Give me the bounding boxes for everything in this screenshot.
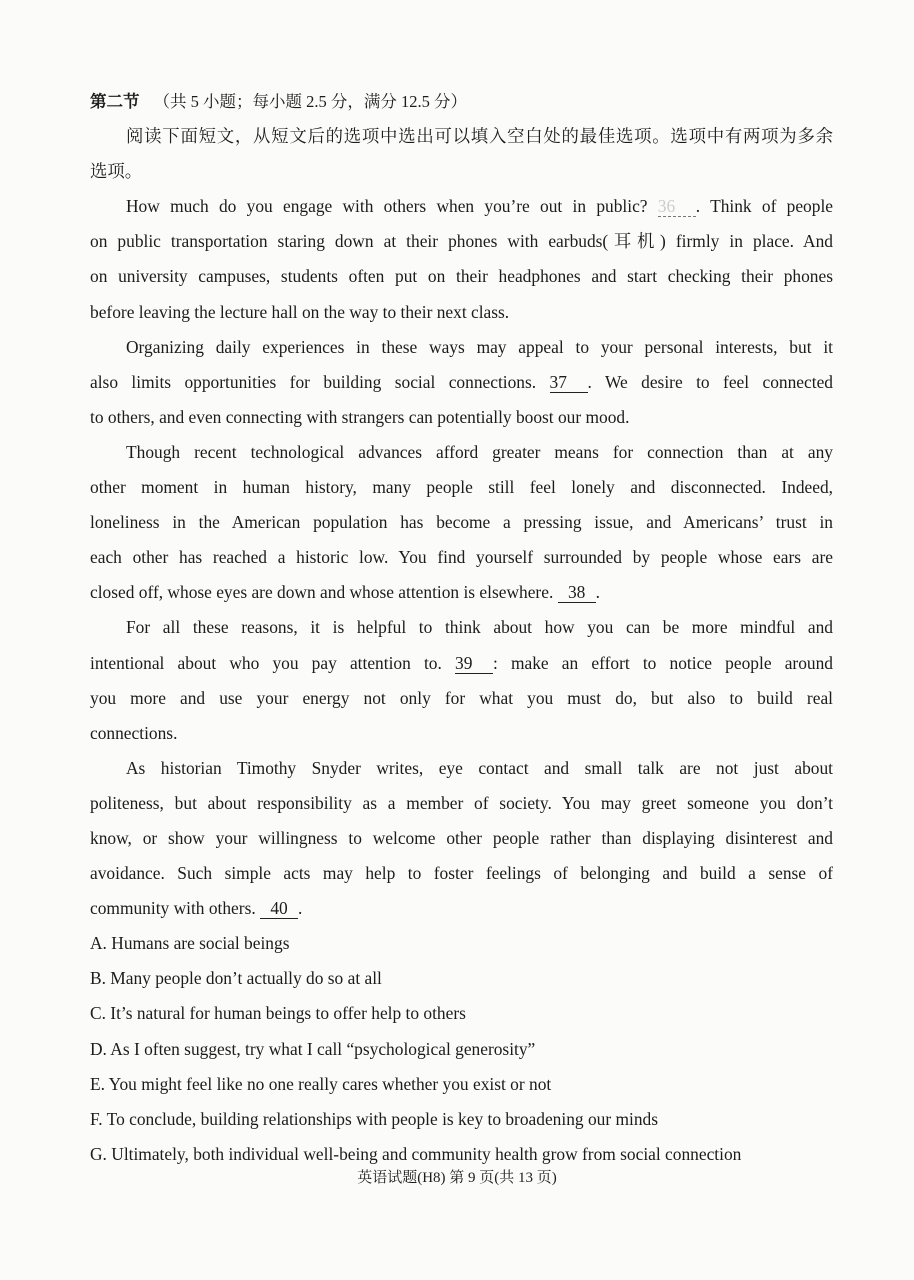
passage-text: on public transportation staring down at their phones with earbuds(耳机) firmly in place. And	[90, 231, 833, 252]
passage-line	[90, 224, 833, 259]
passage-text: to others, and even connecting with strangers can potentially boost our mood.	[90, 406, 630, 427]
passage-text: know, or show your willingness to welcome other people rather than displaying disinterest and	[90, 827, 833, 848]
answer-blank-37: 37	[550, 372, 588, 393]
passage-text: connections.	[90, 722, 178, 743]
passage-line	[90, 330, 833, 365]
passage-line	[90, 856, 833, 891]
option-e: E. You might feel like no one really cares whether you exist or not	[90, 1073, 552, 1094]
passage-line	[90, 610, 833, 645]
answer-blank-40: 40	[260, 898, 298, 919]
options-list	[90, 926, 833, 1172]
option-c: C. It’s natural for human beings to offer help to others	[90, 1003, 466, 1024]
passage-line	[90, 751, 833, 786]
option-f: F. To conclude, building relationships with people is key to broadening our minds	[90, 1108, 658, 1129]
passage-text: other moment in human history, many people still feel lonely and disconnected. Indeed,	[90, 477, 833, 498]
section-score-note: （共 5 小题；每小题 2.5 分，满分 12.5 分）	[153, 92, 467, 111]
passage-text: For all these reasons, it is helpful to think about how you can be more mindful and	[126, 617, 833, 638]
passage-line	[90, 295, 833, 330]
passage-line	[90, 470, 833, 505]
passage-line	[90, 786, 833, 821]
passage-line	[90, 646, 833, 681]
answer-blank-38: 38	[558, 582, 596, 603]
passage-text: As historian Timothy Snyder writes, eye contact and small talk are not just about	[126, 757, 833, 778]
passage-text: . Think of people	[695, 196, 833, 217]
passage-line	[90, 435, 833, 470]
option-b: B. Many people don’t actually do so at all	[90, 968, 382, 989]
passage-text: community with others.	[90, 898, 261, 919]
passage-line	[90, 821, 833, 856]
option-a: A. Humans are social beings	[90, 933, 290, 954]
section-title: 第二节	[90, 92, 140, 111]
passage-line	[90, 716, 833, 751]
passage-text: intentional about who you pay attention to.	[90, 652, 455, 673]
instructions-line: 阅读下面短文，从短文后的选项中选出可以填入空白处的最佳选项。选项中有两项为多余	[126, 126, 833, 147]
passage-text: .	[595, 582, 600, 603]
passage-text: you more and use your energy not only for what you must do, but also to build real	[90, 687, 833, 708]
passage-line	[90, 365, 833, 400]
passage-line	[90, 891, 833, 926]
passage-line	[90, 540, 833, 575]
passage-text: loneliness in the American population has become a pressing issue, and Americans’ trust in	[90, 512, 833, 533]
passage-text: How much do you engage with others when you’re out in public?	[126, 196, 658, 217]
option-g: G. Ultimately, both individual well-being and community health grow from social connection	[90, 1143, 742, 1164]
passage-text: avoidance. Such simple acts may help to foster feelings of belonging and build a sense of	[90, 863, 833, 884]
passage-text: : make an effort to notice people around	[493, 652, 833, 673]
passage	[90, 189, 833, 926]
passage-text: Organizing daily experiences in these ways may appeal to your personal interests, but it	[126, 336, 833, 357]
passage-line	[90, 505, 833, 540]
answer-blank-39: 39	[455, 653, 493, 674]
passage-text: closed off, whose eyes are down and whose attention is elsewhere.	[90, 582, 558, 603]
passage-text: also limits opportunities for building social connections.	[90, 371, 550, 392]
passage-text: politeness, but about responsibility as a member of society. You may greet someone you don’t	[90, 792, 833, 813]
passage-text: on university campuses, students often put on their headphones and start checking their phones	[90, 266, 833, 287]
passage-text: . We desire to feel connected	[587, 371, 833, 392]
passage-line	[90, 189, 833, 224]
page-footer: 英语试题(H8) 第 9 页(共 13 页)	[357, 1170, 557, 1186]
passage-line	[90, 575, 833, 610]
passage-text: .	[298, 898, 303, 919]
passage-line	[90, 400, 833, 435]
option-d: D. As I often suggest, try what I call “psychological generosity”	[90, 1038, 536, 1059]
passage-text: Though recent technological advances afford greater means for connection than at any	[126, 441, 833, 462]
passage-text: before leaving the lecture hall on the way to their next class.	[90, 301, 510, 322]
instructions-line: 选项。	[90, 161, 143, 182]
passage-line	[90, 259, 833, 294]
answer-blank-36: 36	[658, 196, 696, 217]
passage-text: each other has reached a historic low. You find yourself surrounded by people whose ears are	[90, 547, 833, 568]
section-heading	[90, 84, 833, 119]
exam-page	[90, 84, 833, 1172]
passage-line	[90, 681, 833, 716]
